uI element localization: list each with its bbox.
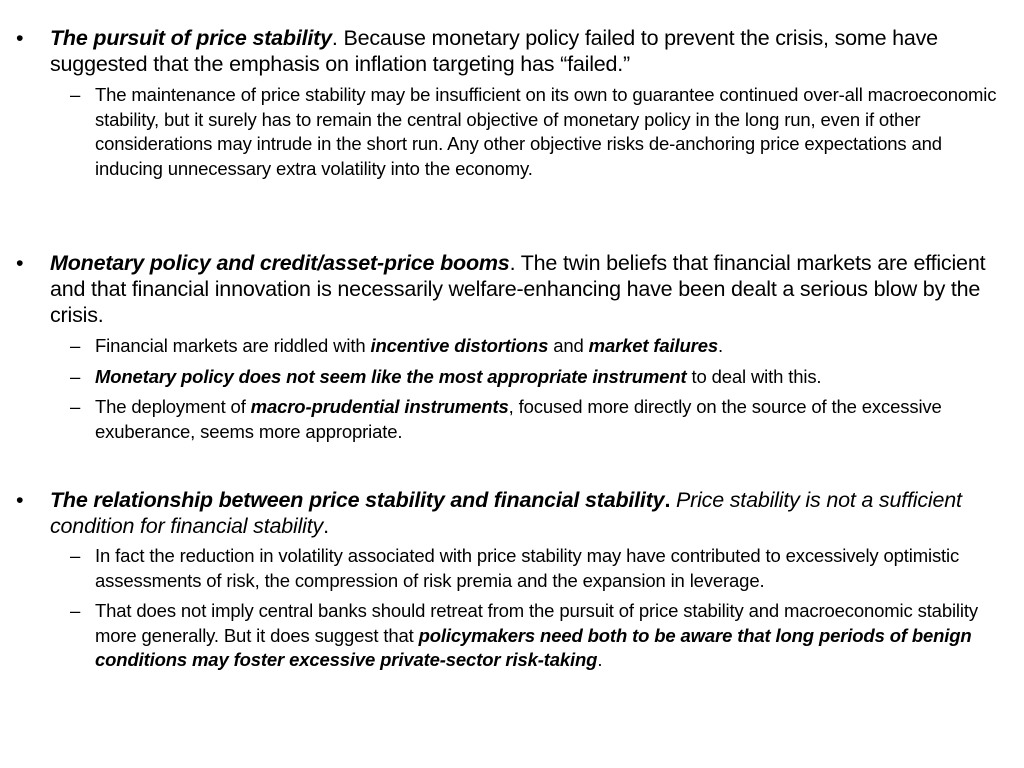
dash-icon: – bbox=[70, 545, 81, 566]
sub-bullet-text: The maintenance of price stability may be insufficient on its own to guarantee continued over-all macroeconomic stability, but it surely has to remain the central objective of monetary policy in the long run, even if other considerations may intrude in the short run. Any other objective risks de-anchoring price expectations and inducing unnecessary extra volatility into the economy. bbox=[95, 84, 997, 179]
bullet-icon: • bbox=[16, 26, 24, 50]
sub-bullet-text: . bbox=[718, 335, 724, 356]
sub-bullet-emphasis: incentive distortions bbox=[370, 335, 549, 356]
bullet-title: Monetary policy and credit/asset-price booms bbox=[50, 251, 510, 275]
sub-bullet-text: In fact the reduction in volatility associated with price stability may have contributed to excessively optimistic assessments of risk, the compression of risk premia and the expansion in leverage. bbox=[95, 545, 960, 591]
bullet-section-financial-stability bbox=[0, 487, 1014, 673]
dash-icon: – bbox=[70, 600, 81, 621]
sub-bullet-text: . bbox=[597, 649, 603, 670]
sub-bullet-item bbox=[0, 395, 1014, 444]
dash-icon: – bbox=[70, 335, 81, 356]
sub-bullet-text: and bbox=[548, 335, 589, 356]
sub-bullet-emphasis: market failures bbox=[588, 335, 719, 356]
dash-icon: – bbox=[70, 396, 81, 417]
sub-bullet-emphasis: macro-prudential instruments bbox=[250, 396, 509, 417]
bullet-text: . Because monetary policy failed to prevent the crisis, some have suggested that the emphasis on inflation targeting has “failed.” bbox=[50, 26, 938, 76]
bullet-text: . bbox=[323, 514, 329, 538]
bullet-item bbox=[0, 250, 1014, 328]
bullet-italic-text: Price stability is not a sufficient condition for financial stability bbox=[50, 488, 962, 538]
bullet-item bbox=[0, 25, 1014, 77]
bullet-title: The relationship between price stability and financial stability bbox=[50, 488, 665, 512]
bullet-title-dot: . bbox=[664, 488, 671, 512]
sub-bullet-text: That does not imply central banks should retreat from the pursuit of price stability and macroeconomic stability more generally. But it does suggest that bbox=[95, 600, 978, 646]
bullet-text: . The twin beliefs that financial markets are efficient and that financial innovation is necessarily welfare-enhancing have been dealt a serious blow by the crisis. bbox=[50, 251, 986, 327]
sub-bullet-item bbox=[0, 544, 1014, 593]
sub-bullet-item bbox=[0, 83, 1014, 181]
bullet-icon: • bbox=[16, 488, 24, 512]
bullet-section-credit-booms bbox=[0, 250, 1014, 444]
dash-icon: – bbox=[70, 365, 81, 387]
sub-bullet-emphasis: Monetary policy does not seem like the most appropriate instrument bbox=[95, 365, 687, 387]
sub-bullet-item bbox=[0, 334, 1014, 359]
dash-icon: – bbox=[70, 84, 81, 105]
bullet-title: The pursuit of price stability bbox=[50, 26, 332, 50]
sub-bullet-text: Financial markets are riddled with bbox=[95, 335, 371, 356]
sub-bullet-item bbox=[0, 365, 1014, 390]
sub-bullet-text: The deployment of bbox=[95, 396, 251, 417]
bullet-icon: • bbox=[16, 251, 24, 275]
bullet-item bbox=[0, 487, 1014, 539]
sub-bullet-item bbox=[0, 599, 1014, 673]
sub-bullet-emphasis: policymakers need both to be aware that long periods of benign conditions may foster excessive private-sector risk-taking bbox=[95, 624, 972, 670]
sub-bullet-text: , focused more directly on the source of the excessive exuberance, seems more appropriate. bbox=[95, 396, 942, 442]
bullet-section-price-stability bbox=[0, 25, 1014, 181]
sub-bullet-text: to deal with this. bbox=[686, 365, 822, 387]
